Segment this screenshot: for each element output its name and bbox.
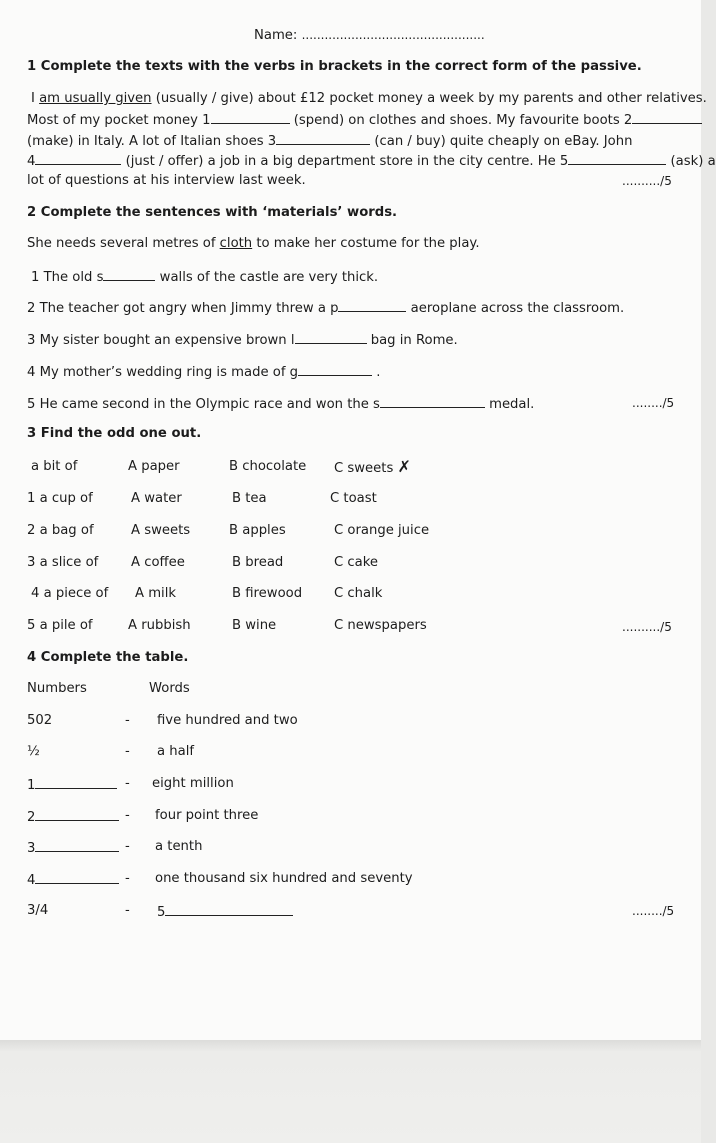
dash: - <box>125 713 130 728</box>
section-1-line-1: I am usually given (usually / give) about £12 pocket money a week by my parents and other relatives. <box>31 91 707 106</box>
option-a[interactable]: A coffee <box>131 555 185 570</box>
option-c[interactable]: C chalk <box>334 586 383 601</box>
number-cell: 502 <box>27 713 53 728</box>
option-c[interactable]: C orange juice <box>334 523 430 538</box>
section-1-score: ........../5 <box>622 174 672 188</box>
section-2-score: ......../5 <box>632 396 675 410</box>
section-2-example: She needs several metres of cloth to make her costume for the play. <box>27 236 480 251</box>
option-b[interactable]: B bread <box>232 555 284 570</box>
option-a[interactable]: A sweets <box>131 523 191 538</box>
answer-blank-1[interactable] <box>211 111 290 124</box>
row-lead: a bit of <box>31 459 78 474</box>
section-4-score: ......../5 <box>632 904 675 918</box>
dash: - <box>125 871 130 886</box>
answer-blank[interactable] <box>338 299 406 312</box>
page-edge-shadow <box>0 1040 701 1143</box>
answer-blank-2[interactable] <box>632 111 702 124</box>
number-cell: 2 <box>27 808 119 826</box>
row-lead: 3 a slice of <box>27 555 99 570</box>
option-c[interactable]: C toast <box>330 491 377 506</box>
row-lead: 4 a piece of <box>31 586 109 601</box>
option-a[interactable]: A rubbish <box>128 618 191 633</box>
column-header-words: Words <box>149 681 190 696</box>
dash: - <box>125 839 130 854</box>
section-1-line-2: Most of my pocket money 1 (spend) on clothes and shoes. My favourite boots 2 <box>27 111 702 129</box>
answer-blank[interactable] <box>298 363 372 376</box>
example-word: cloth <box>219 236 253 251</box>
answer-blank[interactable] <box>380 395 485 408</box>
section-1-line-5: lot of questions at his interview last week. <box>27 173 306 188</box>
dash: - <box>125 808 130 823</box>
section-1-heading: 1 Complete the texts with the verbs in brackets in the correct form of the passive. <box>27 59 642 74</box>
section-1-line-3: (make) in Italy. A lot of Italian shoes 3 (can / buy) quite cheaply on eBay. John <box>27 134 633 149</box>
column-header-numbers: Numbers <box>27 681 87 696</box>
name-label: Name: <box>254 28 298 43</box>
row-lead: 5 a pile of <box>27 618 93 633</box>
answer-blank[interactable] <box>35 839 119 852</box>
number-cell: ½ <box>27 744 40 759</box>
section-2-heading: 2 Complete the sentences with ‘materials’ words. <box>27 205 398 220</box>
answer-blank[interactable] <box>35 776 117 789</box>
answer-blank-4[interactable] <box>35 152 121 165</box>
section-3-score: ........../5 <box>622 620 672 634</box>
number-cell: 3/4 <box>27 903 49 918</box>
cross-mark-icon: ✗ <box>397 457 411 476</box>
name-field <box>254 27 485 44</box>
row-lead: 1 a cup of <box>27 491 93 506</box>
word-cell: a tenth <box>155 839 203 854</box>
number-cell: 3 <box>27 839 119 857</box>
option-b[interactable]: B tea <box>232 491 267 506</box>
answer-blank[interactable] <box>103 268 155 281</box>
option-c[interactable]: C cake <box>334 555 379 570</box>
option-b[interactable]: B firewood <box>232 586 303 601</box>
option-b[interactable]: B wine <box>232 618 277 633</box>
answer-blank[interactable] <box>35 808 119 821</box>
word-cell: a half <box>157 744 195 759</box>
option-a[interactable]: A paper <box>128 459 180 474</box>
word-cell: eight million <box>152 776 234 791</box>
section-2-question-5: 5 He came second in the Olympic race and won the s medal. <box>27 397 535 412</box>
option-a[interactable]: A water <box>131 491 182 506</box>
row-lead: 2 a bag of <box>27 523 94 538</box>
section-2-question-2: 2 The teacher got angry when Jimmy threw a p aeroplane across the classroom. <box>27 301 625 316</box>
word-cell: one thousand six hundred and seventy <box>155 871 413 886</box>
dash: - <box>125 776 130 791</box>
word-cell: 5 <box>157 903 293 921</box>
number-cell: 4 <box>27 871 119 889</box>
section-1-line-4: 4 (just / offer) a job in a big department store in the city centre. He 5 (ask) a <box>27 154 716 169</box>
option-a[interactable]: A milk <box>135 586 177 601</box>
answer-blank-5[interactable] <box>568 152 666 165</box>
answer-blank-3[interactable] <box>276 132 370 145</box>
word-cell: four point three <box>155 808 259 823</box>
section-2-question-3: 3 My sister bought an expensive brown l bag in Rome. <box>27 333 458 348</box>
section-2-question-1: 1 The old s walls of the castle are very thick. <box>31 270 379 285</box>
dash: - <box>125 744 130 759</box>
section-3-heading: 3 Find the odd one out. <box>27 426 202 441</box>
word-cell: five hundred and two <box>157 713 298 728</box>
section-2-question-4: 4 My mother’s wedding ring is made of g . <box>27 365 381 380</box>
option-c[interactable]: C newspapers <box>334 618 427 633</box>
name-dots: ................................................ <box>301 28 485 42</box>
dash: - <box>125 903 130 918</box>
option-c[interactable]: C sweets ✗ <box>334 457 411 476</box>
answer-blank[interactable] <box>35 871 119 884</box>
option-b[interactable]: B apples <box>229 523 286 538</box>
option-b[interactable]: B chocolate <box>229 459 307 474</box>
section-4-heading: 4 Complete the table. <box>27 650 189 665</box>
example-answer: am usually given <box>39 91 152 106</box>
number-cell: 1 <box>27 776 117 794</box>
answer-blank[interactable] <box>295 331 367 344</box>
answer-blank[interactable] <box>165 903 293 916</box>
